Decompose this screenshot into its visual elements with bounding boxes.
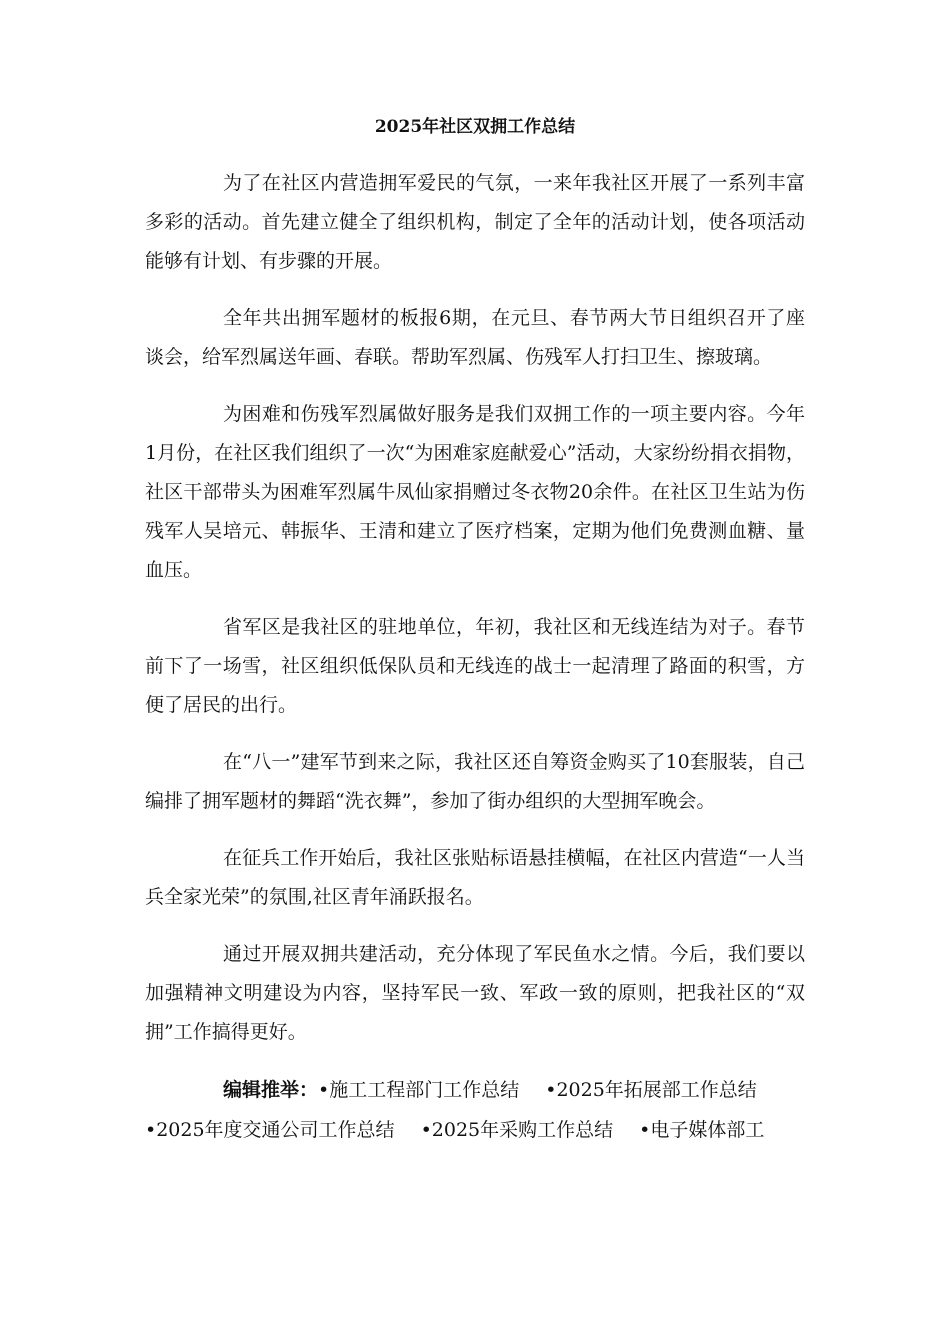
paragraph-military-district: 省军区是我社区的驻地单位，年初，我社区和无线连结为对子。春节前下了一场雪，社区组织低保队员和无线连的战士一起清理了路面的积雪，方便了居民的出行。: [145, 616, 805, 716]
paragraph-army-day: 在“八一”建军节到来之际，我社区还自筹资金购买了10套服装，自己编排了拥军题材的舞蹈“洗衣舞”，参加了街办组织的大型拥军晚会。: [145, 751, 805, 812]
recommend-link[interactable]: •2025年拓展部工作总结: [545, 1079, 757, 1101]
paragraph-recruitment: 在征兵工作开始后，我社区张贴标语悬挂横幅，在社区内营造“一人当兵全家光荣”的氛围,社区青年涌跃报名。: [145, 847, 805, 908]
document-page: [145, 112, 805, 1150]
paragraph-service: 为困难和伤残军烈属做好服务是我们双拥工作的一项主要内容。今年1月份，在社区我们组织了一次“为困难家庭献爱心”活动，大家纷纷捐衣捐物，社区干部带头为困难军烈属牛凤仙家捐赠过冬衣物20余件。在社区卫生站为伤残军人吴培元、韩振华、王清和建立了医疗档案，定期为他们免费测血糖、量血压。: [145, 403, 805, 581]
recommend-link[interactable]: •2025年采购工作总结: [420, 1119, 614, 1141]
paragraph-conclusion: 通过开展双拥共建活动，充分体现了军民鱼水之情。今后，我们要以加强精神文明建设为内容，坚持军民一致、军政一致的原则，把我社区的“双拥”工作搞得更好。: [145, 943, 805, 1043]
recommend-label: 编辑推举：: [223, 1079, 319, 1101]
recommend-section: [145, 1070, 805, 1150]
document-title: 2025年社区双拥工作总结: [374, 117, 576, 137]
recommend-link[interactable]: •2025年度交通公司工作总结: [145, 1119, 395, 1141]
paragraph-blackboard: 全年共出拥军题材的板报6期，在元旦、春节两大节日组织召开了座谈会，给军烈属送年画、春联。帮助军烈属、伤残军人打扫卫生、擦玻璃。: [145, 307, 805, 368]
recommend-link[interactable]: •施工工程部门工作总结: [318, 1079, 520, 1101]
paragraph-intro: 为了在社区内营造拥军爱民的气氛，一来年我社区开展了一系列丰富多彩的活动。首先建立健全了组织机构，制定了全年的活动计划，使各项活动能够有计划、有步骤的开展。: [145, 172, 805, 272]
recommend-link[interactable]: •电子媒体部工: [639, 1119, 765, 1141]
